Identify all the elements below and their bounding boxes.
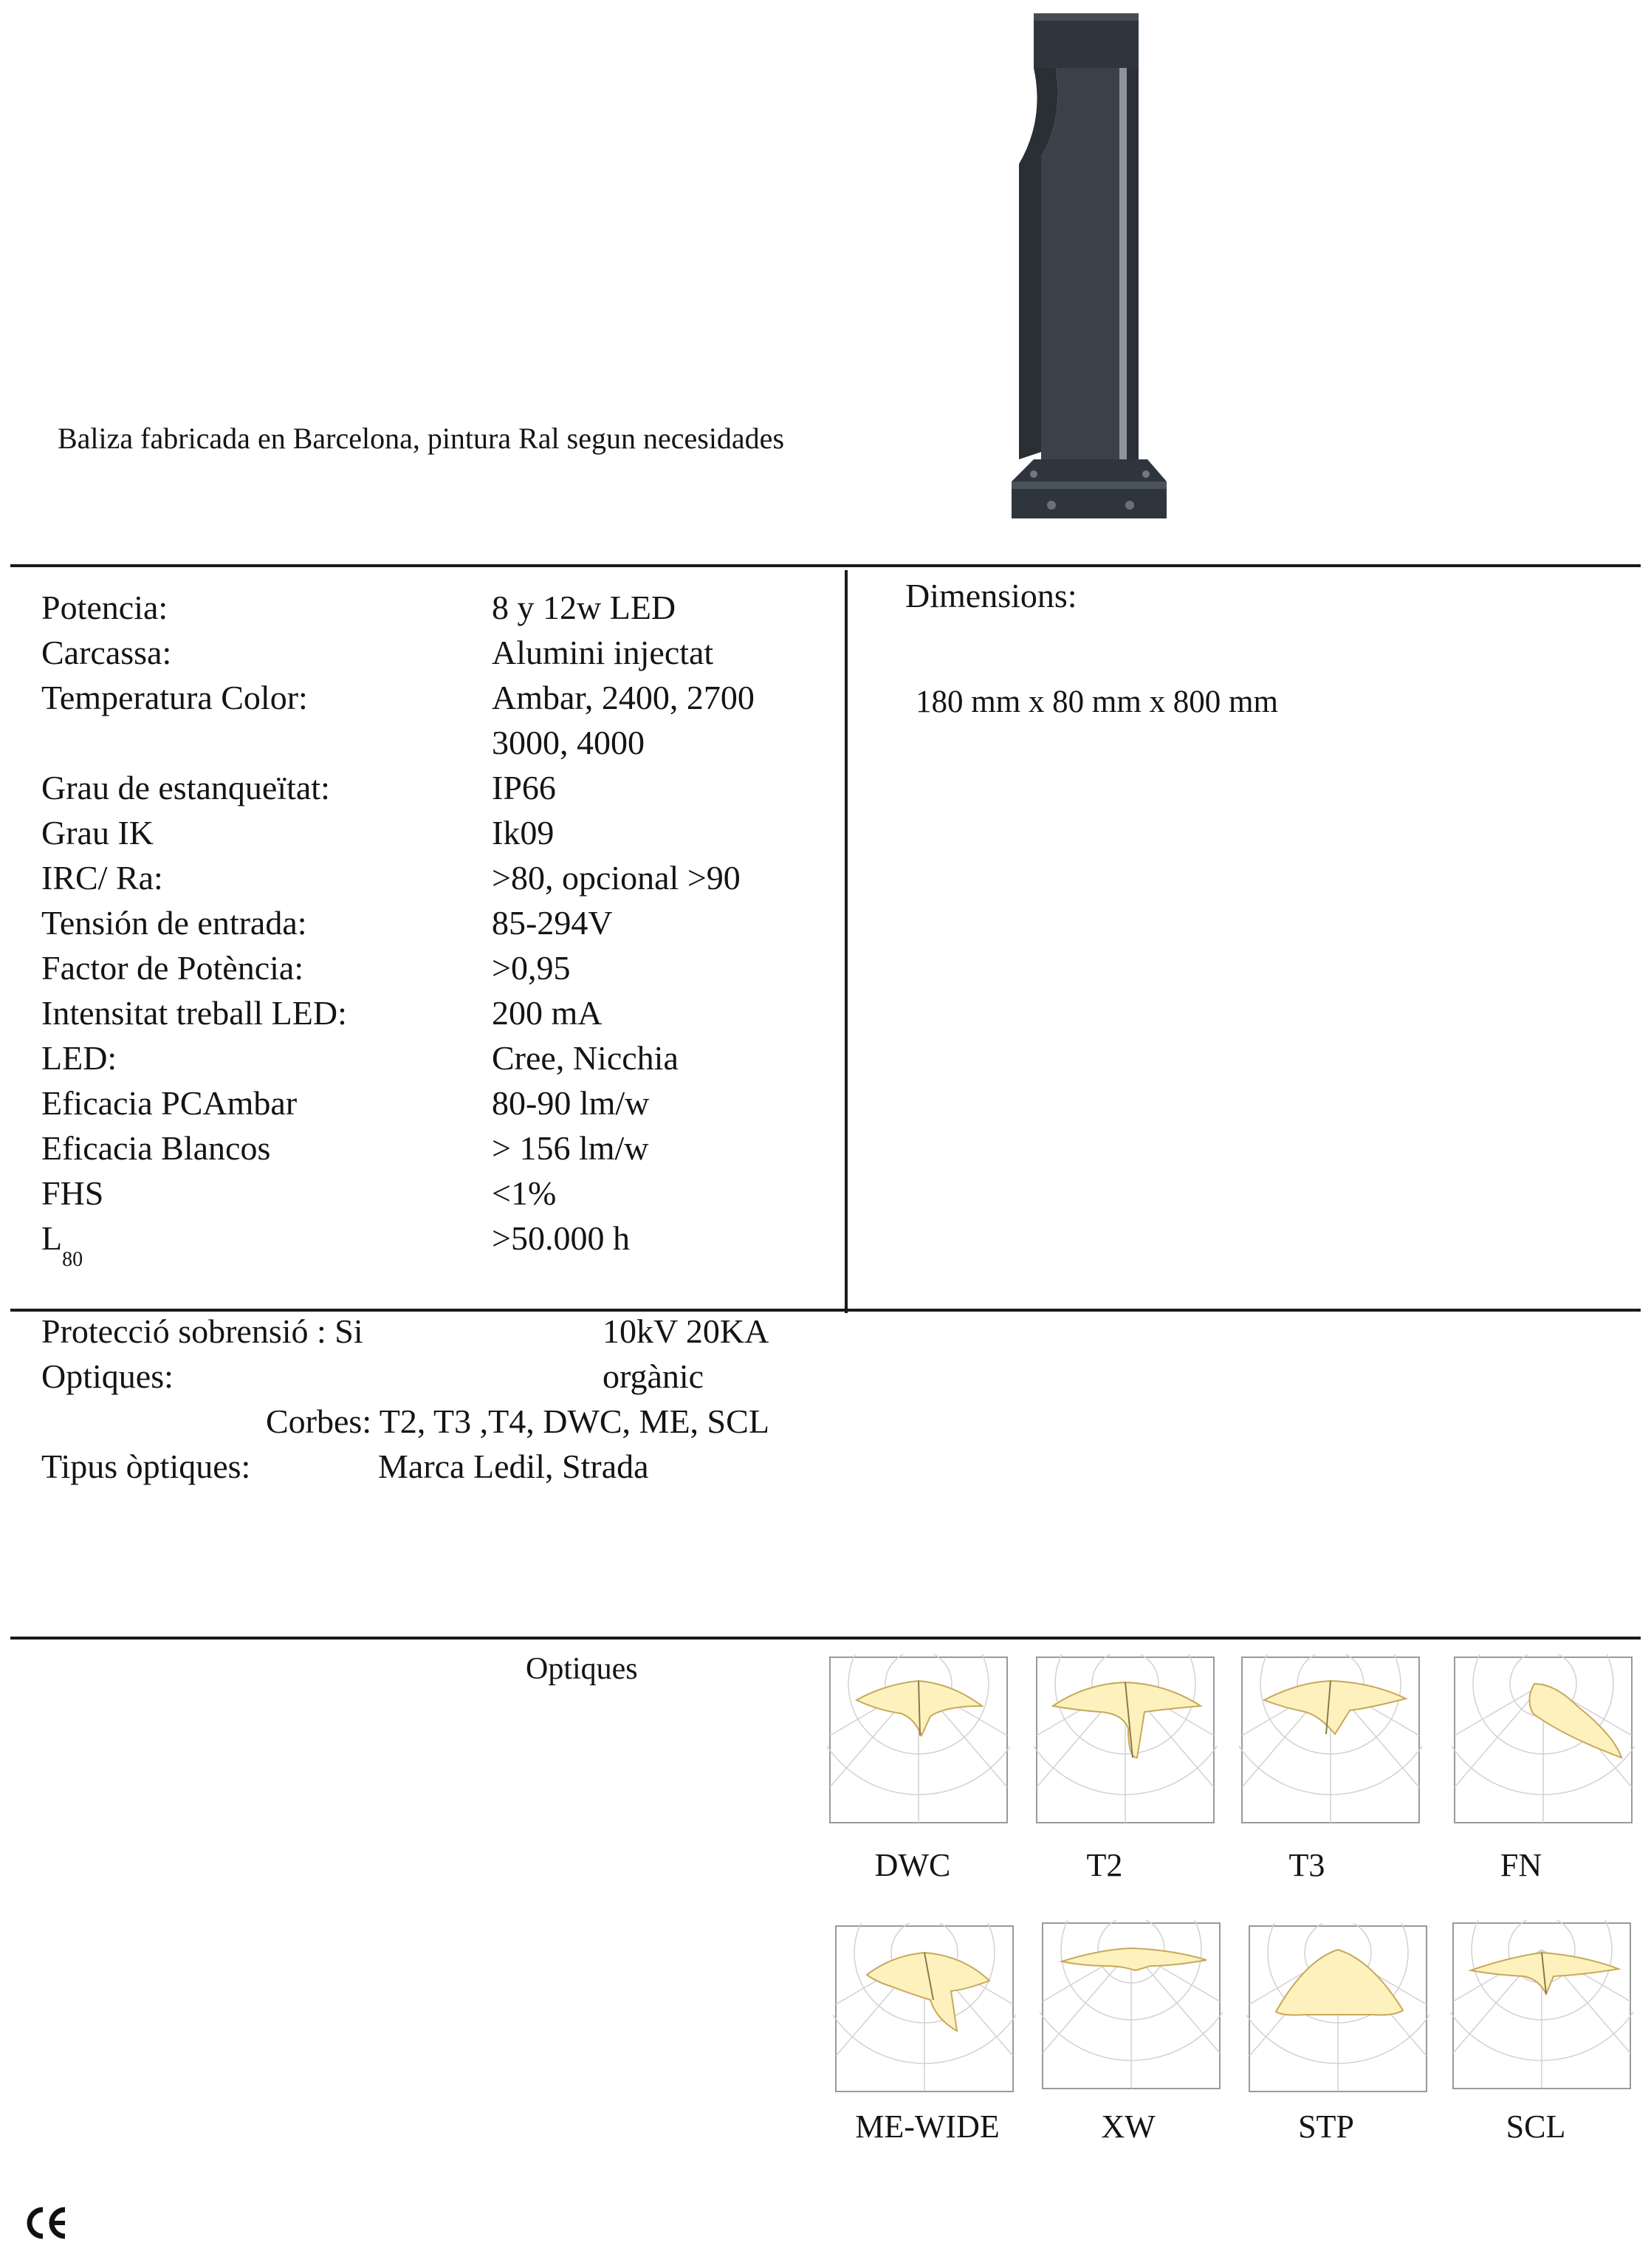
spec-value-continued: 3000, 4000 [492, 724, 645, 761]
polar-grid-icon [1239, 1654, 1422, 1826]
spec-label: Carcassa: [41, 634, 172, 671]
spec-label: Eficacia Blancos [41, 1129, 271, 1167]
polar-diagram-t2 [1034, 1654, 1217, 1826]
spec-value: > 156 lm/w [492, 1129, 649, 1167]
polar-diagram-scl [1450, 1920, 1633, 2091]
polar-diagram-me-wide [833, 1923, 1016, 2094]
spec-label-subscript: 80 [62, 1248, 83, 1271]
polar-label: XW [1101, 2108, 1156, 2145]
polar-label: T2 [1086, 1847, 1123, 1883]
spec-label: LED: [41, 1039, 117, 1077]
polar-diagram-xw [1040, 1920, 1223, 2091]
spec-label: Grau IK [41, 814, 154, 852]
polar-label: ME-WIDE [855, 2108, 1000, 2145]
spec-value: Cree, Nicchia [492, 1039, 679, 1077]
optics-section-title: Optiques [526, 1652, 638, 1686]
spec-value: <1% [492, 1174, 557, 1212]
polar-diagram-t3 [1239, 1654, 1422, 1826]
spec-value: Ik09 [492, 814, 555, 852]
polar-grid-icon [827, 1654, 1010, 1826]
spec-label: Potencia: [41, 589, 168, 626]
divider-vertical [845, 570, 848, 1313]
polar-grid-icon [1246, 1923, 1429, 2094]
divider-bottom [10, 1637, 1641, 1640]
dimensions-title: Dimensions: [905, 577, 1077, 614]
polar-grid-icon [1452, 1654, 1635, 1826]
spec-value: 200 mA [492, 994, 603, 1032]
spec-label: Factor de Potència: [41, 949, 304, 987]
spec-label: Temperatura Color: [41, 679, 308, 716]
polar-label: DWC [874, 1847, 951, 1883]
spec-label [41, 1216, 83, 1282]
spec-value: Alumini injectat [492, 634, 714, 671]
spec-value: IP66 [492, 769, 556, 806]
spec-value: 85-294V [492, 904, 613, 942]
polar-grid-icon [1450, 1920, 1633, 2091]
spec-label: Intensitat treball LED: [41, 994, 347, 1032]
ce-mark-icon [22, 2202, 69, 2244]
bollard-product-icon [989, 9, 1181, 541]
protection-label: Protecció sobrensió : Si [41, 1312, 363, 1350]
spec-value: Ambar, 2400, 2700 [492, 679, 755, 716]
spec-label: Grau de estanqueïtat: [41, 769, 330, 806]
spec-value: 80-90 lm/w [492, 1084, 650, 1122]
spec-value: >80, opcional >90 [492, 859, 741, 897]
polar-label: FN [1500, 1847, 1542, 1883]
spec-label-main: L [41, 1219, 63, 1257]
polar-grid-icon [1040, 1920, 1223, 2091]
polar-label: STP [1298, 2108, 1354, 2145]
divider-top [10, 564, 1641, 567]
spec-value: 8 y 12w LED [492, 589, 676, 626]
polar-diagram-stp [1246, 1923, 1429, 2094]
optics-types-value: Marca Ledil, Strada [378, 1448, 649, 1485]
polar-diagram-fn [1452, 1654, 1635, 1826]
optics-types-label: Tipus òptiques: [41, 1448, 251, 1485]
product-description: Baliza fabricada en Barcelona, pintura Ral segun necesidades [58, 422, 785, 455]
polar-grid-icon [833, 1923, 1016, 2094]
polar-label: T3 [1288, 1847, 1325, 1883]
optics-label: Optiques: [41, 1357, 174, 1395]
spec-label: FHS [41, 1174, 104, 1212]
spec-value: >50.000 h [492, 1219, 630, 1257]
optics-value: orgànic [603, 1357, 704, 1395]
polar-grid-icon [1034, 1654, 1217, 1826]
curves-list: Corbes: T2, T3 ,T4, DWC, ME, SCL [266, 1402, 769, 1440]
spec-label: IRC/ Ra: [41, 859, 163, 897]
spec-label: Eficacia PCAmbar [41, 1084, 298, 1122]
dimensions-value: 180 mm x 80 mm x 800 mm [916, 685, 1278, 719]
polar-diagram-dwc [827, 1654, 1010, 1826]
protection-value: 10kV 20KA [603, 1312, 769, 1350]
spec-value: >0,95 [492, 949, 571, 987]
spec-label: Tensión de entrada: [41, 904, 307, 942]
polar-label: SCL [1506, 2108, 1566, 2145]
